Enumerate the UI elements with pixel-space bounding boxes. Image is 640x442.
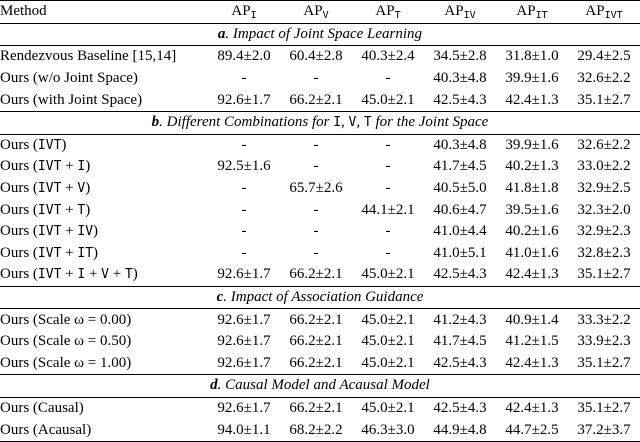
- method-fragment: Ours (Acausal): [0, 421, 92, 438]
- value-cell: 35.1±2.7: [577, 266, 631, 283]
- method-fragment: IVT: [37, 202, 62, 218]
- section-title-fragment: . Impact of Association Guidance: [223, 289, 424, 306]
- value-cell: -: [385, 136, 391, 153]
- method-fragment: IVT: [37, 137, 62, 153]
- table-row: [0, 419, 640, 441]
- section-title: [0, 286, 640, 309]
- column-header-base: AP: [303, 3, 323, 20]
- value-cell: 45.0±2.1: [361, 266, 415, 283]
- table-row: [0, 46, 640, 68]
- value-cell: 44.7±2.5: [496, 419, 568, 441]
- method-fragment: Ours (Scale ω = 0.00): [0, 311, 132, 328]
- method-fragment: IVT: [37, 245, 62, 261]
- method-fragment: ): [132, 266, 138, 283]
- section-title-fragment: I: [333, 115, 342, 131]
- section-title: [0, 375, 640, 398]
- method-fragment: IVT: [37, 159, 62, 175]
- value-cell: 42.4±1.3: [505, 91, 559, 108]
- value-cell: -: [385, 244, 391, 261]
- method-fragment: ): [61, 136, 67, 153]
- section-letter: c: [216, 289, 224, 306]
- value-cell: -: [385, 223, 391, 240]
- value-cell: 32.8±2.3: [577, 244, 631, 261]
- method-cell: [0, 419, 208, 441]
- value-cell: 45.0±2.1: [361, 91, 415, 108]
- column-header: [496, 1, 568, 24]
- method-fragment: +: [61, 158, 78, 175]
- value-cell: 33.0±2.2: [577, 158, 631, 175]
- table-body: [0, 23, 640, 441]
- value-cell: -: [313, 70, 319, 87]
- method-fragment: V: [77, 181, 86, 197]
- section-letter: b: [151, 114, 160, 131]
- value-cell: 34.5±2.8: [433, 48, 487, 65]
- value-cell: 45.0±2.1: [361, 399, 415, 416]
- column-header-base: AP: [444, 3, 464, 20]
- table-row: [0, 89, 640, 111]
- value-cell: -: [241, 70, 247, 87]
- value-cell: 42.4±1.3: [505, 354, 559, 371]
- value-cell: -: [313, 158, 319, 175]
- value-cell: 29.4±2.5: [577, 48, 631, 65]
- value-cell: 37.2±3.7: [568, 419, 640, 441]
- method-fragment: T: [124, 267, 133, 283]
- value-cell: 41.0±1.6: [505, 244, 559, 261]
- value-cell: -: [313, 244, 319, 261]
- section-letter: a: [217, 25, 226, 42]
- table-row: [0, 156, 640, 178]
- method-fragment: +: [61, 180, 78, 197]
- method-column-header: Method: [0, 1, 208, 24]
- column-header-base: AP: [516, 3, 536, 20]
- value-cell: 66.2±2.1: [289, 399, 343, 416]
- table-row: [0, 68, 640, 90]
- section-header-row: [0, 23, 640, 46]
- section-title-fragment: . Causal Model and Acausal Model: [217, 377, 430, 394]
- value-cell: -: [313, 201, 319, 218]
- section-title-fragment: for the Joint Space: [371, 114, 489, 131]
- method-cell: [0, 221, 208, 243]
- method-cell: [0, 397, 208, 419]
- table-row: [0, 264, 640, 286]
- method-fragment: Ours (: [0, 180, 38, 197]
- method-fragment: Ours (w/o Joint Space): [0, 70, 138, 87]
- column-header: [424, 1, 496, 24]
- value-cell: 92.6±1.7: [217, 91, 271, 108]
- value-cell: 39.9±1.6: [505, 136, 559, 153]
- method-fragment: Ours (with Joint Space): [0, 91, 143, 108]
- column-header-subscript: IV: [463, 10, 476, 22]
- method-fragment: ): [85, 158, 91, 175]
- value-cell: 66.2±2.1: [289, 333, 343, 350]
- value-cell: 41.8±1.8: [505, 180, 559, 197]
- value-cell: 41.2±4.3: [433, 311, 487, 328]
- value-cell: 68.2±2.2: [280, 419, 352, 441]
- value-cell: -: [385, 180, 391, 197]
- method-fragment: +: [61, 244, 78, 261]
- method-cell: [0, 46, 208, 68]
- method-fragment: Ours (: [0, 266, 38, 283]
- value-cell: 66.2±2.1: [289, 266, 343, 283]
- value-cell: 92.6±1.7: [217, 311, 271, 328]
- method-cell: [0, 178, 208, 200]
- section-title-fragment: . Impact of Joint Space Learning: [225, 25, 423, 42]
- section-title-fragment: V: [348, 115, 357, 131]
- method-fragment: +: [61, 266, 78, 283]
- value-cell: 39.9±1.6: [505, 70, 559, 87]
- section-letter: d: [210, 377, 218, 394]
- method-cell: [0, 68, 208, 90]
- value-cell: 40.3±2.4: [361, 48, 415, 65]
- value-cell: 66.2±2.1: [289, 311, 343, 328]
- method-fragment: ): [93, 223, 99, 240]
- method-fragment: IVT: [37, 181, 62, 197]
- section-title-fragment: T: [363, 115, 372, 131]
- section-title: [0, 23, 640, 46]
- table-row: [0, 134, 640, 156]
- header-row: [0, 1, 640, 24]
- value-cell: 35.1±2.7: [577, 399, 631, 416]
- method-fragment: V: [101, 267, 109, 283]
- value-cell: 32.3±2.0: [577, 201, 631, 218]
- value-cell: 92.6±1.7: [217, 333, 271, 350]
- table-row: [0, 221, 640, 243]
- method-fragment: +: [61, 201, 78, 218]
- value-cell: 35.1±2.7: [577, 354, 631, 371]
- value-cell: 94.0±1.1: [208, 419, 280, 441]
- value-cell: 40.2±1.3: [505, 158, 559, 175]
- method-fragment: +: [61, 223, 78, 240]
- method-fragment: T: [77, 202, 86, 218]
- method-fragment: Ours (: [0, 223, 38, 240]
- column-header-base: AP: [375, 3, 395, 20]
- value-cell: 32.6±2.2: [577, 70, 631, 87]
- value-cell: 33.9±2.3: [577, 333, 631, 350]
- value-cell: -: [241, 136, 247, 153]
- method-fragment: ): [85, 180, 91, 197]
- table-row: [0, 309, 640, 331]
- column-header-subscript: V: [322, 10, 329, 22]
- column-header: [208, 1, 280, 24]
- value-cell: -: [241, 244, 247, 261]
- value-cell: -: [313, 223, 319, 240]
- value-cell: 45.0±2.1: [361, 354, 415, 371]
- column-header: [352, 1, 424, 24]
- column-header-subscript: I: [250, 10, 257, 22]
- value-cell: 44.1±2.1: [361, 201, 415, 218]
- method-fragment: ): [85, 201, 91, 218]
- value-cell: -: [385, 158, 391, 175]
- value-cell: 42.5±4.3: [433, 91, 487, 108]
- value-cell: -: [241, 201, 247, 218]
- value-cell: 35.1±2.7: [577, 91, 631, 108]
- value-cell: 41.0±4.4: [433, 223, 487, 240]
- value-cell: 32.6±2.2: [577, 136, 631, 153]
- value-cell: 65.7±2.6: [289, 180, 343, 197]
- value-cell: 42.4±1.3: [505, 399, 559, 416]
- value-cell: 40.9±1.4: [505, 311, 559, 328]
- table-row: [0, 199, 640, 221]
- section-title-fragment: ,: [356, 114, 364, 131]
- value-cell: 41.2±1.5: [505, 333, 559, 350]
- section-header-row: [0, 111, 640, 134]
- method-fragment: Ours (: [0, 136, 38, 153]
- method-fragment: ): [93, 244, 99, 261]
- method-fragment: Ours (Causal): [0, 399, 84, 416]
- value-cell: 60.4±2.8: [289, 48, 343, 65]
- column-header: [280, 1, 352, 24]
- value-cell: 33.3±2.2: [577, 311, 631, 328]
- method-cell: [0, 89, 208, 111]
- value-cell: 41.7±4.5: [433, 333, 487, 350]
- section-header-row: [0, 375, 640, 398]
- value-cell: 41.7±4.5: [433, 158, 487, 175]
- method-cell: [0, 199, 208, 221]
- method-cell: [0, 134, 208, 156]
- value-cell: 66.2±2.1: [289, 354, 343, 371]
- value-cell: 40.5±5.0: [433, 180, 487, 197]
- table-row: [0, 397, 640, 419]
- value-cell: 92.6±1.7: [217, 354, 271, 371]
- method-cell: [0, 243, 208, 265]
- value-cell: 46.3±3.0: [352, 419, 424, 441]
- value-cell: 45.0±2.1: [361, 333, 415, 350]
- method-fragment: Ours (: [0, 244, 38, 261]
- value-cell: 92.6±1.7: [217, 266, 271, 283]
- method-fragment: Ours (: [0, 201, 38, 218]
- value-cell: 42.5±4.3: [433, 354, 487, 371]
- section-header-row: [0, 286, 640, 309]
- column-header-base: AP: [585, 3, 605, 20]
- column-header-subscript: IVT: [604, 10, 623, 22]
- value-cell: 39.5±1.6: [505, 201, 559, 218]
- value-cell: 89.4±2.0: [217, 48, 271, 65]
- method-cell: [0, 156, 208, 178]
- value-cell: 32.9±2.3: [577, 223, 631, 240]
- value-cell: 31.8±1.0: [505, 48, 559, 65]
- method-fragment: IVT: [37, 224, 62, 240]
- table-row: [0, 353, 640, 375]
- value-cell: 92.5±1.6: [217, 158, 271, 175]
- method-fragment: Ours (Scale ω = 0.50): [0, 333, 132, 350]
- section-title-fragment: . Different Combinations for: [159, 114, 334, 131]
- method-cell: [0, 331, 208, 353]
- method-fragment: +: [109, 266, 125, 283]
- method-fragment: I: [77, 159, 86, 175]
- value-cell: 40.3±4.8: [433, 70, 487, 87]
- section-title-fragment: ,: [341, 114, 349, 131]
- column-header: [568, 1, 640, 24]
- value-cell: 40.6±4.7: [433, 201, 487, 218]
- value-cell: -: [313, 136, 319, 153]
- table-row: [0, 331, 640, 353]
- value-cell: 42.4±1.3: [505, 266, 559, 283]
- value-cell: 40.2±1.6: [505, 223, 559, 240]
- value-cell: 41.0±5.1: [433, 244, 487, 261]
- section-title: [0, 111, 640, 134]
- method-fragment: Ours (: [0, 158, 38, 175]
- value-cell: 92.6±1.7: [217, 399, 271, 416]
- table-row: [0, 243, 640, 265]
- table-row: [0, 178, 640, 200]
- value-cell: 66.2±2.1: [289, 91, 343, 108]
- value-cell: -: [241, 223, 247, 240]
- column-header-subscript: IT: [535, 10, 548, 22]
- value-cell: 32.9±2.5: [577, 180, 631, 197]
- value-cell: -: [385, 70, 391, 87]
- value-cell: 45.0±2.1: [361, 311, 415, 328]
- method-fragment: Rendezvous Baseline [15,14]: [0, 48, 177, 65]
- column-header-base: AP: [231, 3, 251, 20]
- method-fragment: Ours (Scale ω = 1.00): [0, 354, 132, 371]
- value-cell: 42.5±4.3: [433, 399, 487, 416]
- column-header-subscript: T: [394, 10, 401, 22]
- method-fragment: IT: [77, 245, 94, 261]
- method-fragment: IVT: [37, 267, 62, 283]
- value-cell: 44.9±4.8: [424, 419, 496, 441]
- method-fragment: +: [85, 266, 102, 283]
- value-cell: 40.3±4.8: [433, 136, 487, 153]
- method-fragment: IV: [77, 224, 94, 240]
- value-cell: -: [241, 180, 247, 197]
- method-cell: [0, 353, 208, 375]
- value-cell: 42.5±4.3: [433, 266, 487, 283]
- method-cell: [0, 309, 208, 331]
- method-fragment: I: [77, 267, 86, 283]
- method-cell: [0, 264, 208, 286]
